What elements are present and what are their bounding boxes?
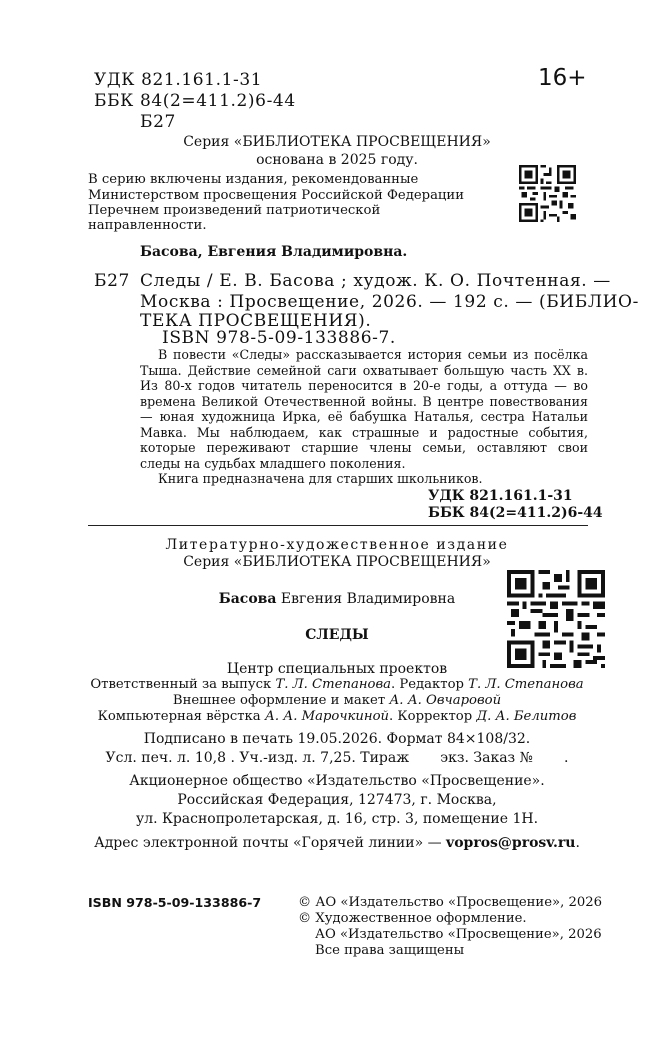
design-label: Внешнее оформление и макет — [172, 693, 390, 708]
biblio-line-2: Москва : Просвещение, 2026. — 192 с. — (БИБЛИО- — [140, 292, 639, 312]
divider — [88, 525, 588, 526]
responsible-label: Ответственный за выпуск — [90, 677, 276, 692]
biblio-author: Басова, Евгения Владимировна. — [140, 244, 408, 260]
layout-name: А. А. Марочкиной — [264, 709, 390, 724]
series-note-3: Перечнем произведений патриотической — [88, 203, 381, 218]
edition-type: Литературно-художественное издание — [165, 537, 509, 553]
email-address[interactable]: vopros@prosv.ru — [446, 835, 576, 851]
design-name: А. А. Овчаровой — [389, 693, 502, 708]
publisher-line-2: Российская Федерация, 127473, г. Москва, — [177, 792, 497, 808]
imprint-author — [219, 591, 455, 607]
age-rating: 16+ — [538, 65, 587, 91]
series-note-4: направленности. — [88, 218, 207, 233]
copyright-1: © АО «Издательство «Просвещение», 2026 — [298, 895, 603, 910]
annotation-text: В повести «Следы» рассказывается история семьи из посёлка Тыша. Действие семейной саги охватывает большую часть XX в. Из 80-х годов читатель переносится в 20-е годы, а оттуда — во времена Великой Отечественной войны. В центре повествования — юная художница Ирка, её бабушка Наталья, сестра Натальи Мавка. Мы наблюдаем, как страшные и радостные события, которые переживают старшие члены семьи, оставляют свои следы на судьбах младшего поколения. — [140, 347, 588, 471]
imprint-title: СЛЕДЫ — [305, 627, 369, 643]
imprint-signed: Подписано в печать 19.05.2026. Формат 84×108/32. — [143, 731, 531, 747]
publisher-line-1: Акционерное общество «Издательство «Просвещение». — [129, 773, 545, 789]
imprint-author-rest: Евгения Владимировна — [276, 591, 456, 607]
layout-label: Компьютерная вёрстка — [97, 709, 265, 724]
qr-code-icon — [519, 165, 576, 222]
biblio-isbn: ISBN 978-5-09-133886-7. — [162, 328, 396, 348]
qr-code-large-icon — [507, 570, 605, 668]
biblio-udk: УДК 821.161.1-31 — [428, 488, 573, 504]
copyright-2: © Художественное оформление. — [298, 911, 527, 926]
biblio-bbk: ББК 84(2=411.2)6-44 — [428, 505, 603, 521]
copyright-4: Все права защищены — [315, 943, 465, 958]
publisher-line-3: ул. Краснопролетарская, д. 16, стр. 3, помещение 1Н. — [135, 811, 539, 827]
biblio-line-1: Следы / Е. В. Басова ; худож. К. О. Почтенная. — — [140, 271, 611, 291]
biblio-code: Б27 — [94, 271, 130, 291]
editor-name: Т. Л. Степанова — [468, 677, 584, 692]
imprint-responsible — [90, 677, 583, 692]
biblio-line-3: ТЕКА ПРОСВЕЩЕНИЯ). — [140, 311, 372, 331]
series-note-1: В серию включены издания, рекомендованные — [88, 172, 419, 187]
imprint-design — [173, 693, 501, 708]
responsible-name: Т. Л. Степанова — [275, 677, 391, 692]
annotation-audience: Книга предназначена для старших школьников. — [158, 471, 483, 486]
series-title: Серия «БИБЛИОТЕКА ПРОСВЕЩЕНИЯ» — [183, 134, 491, 150]
author-code: Б27 — [140, 112, 176, 132]
udk-header: УДК 821.161.1-31 — [94, 70, 263, 90]
bbk-header: ББК 84(2=411.2)6-44 — [94, 91, 296, 111]
annotation — [140, 347, 588, 487]
imprint-sheets: Усл. печ. л. 10,8 . Уч.-изд. л. 7,25. Тираж экз. Заказ № . — [105, 750, 569, 766]
email-end: . — [575, 835, 580, 851]
hotline-email — [94, 835, 580, 851]
footer-isbn: ISBN 978-5-09-133886-7 — [88, 895, 262, 910]
editor-label: . Редактор — [390, 677, 469, 692]
corrector-label: . Корректор — [389, 709, 477, 724]
series-founded: основана в 2025 году. — [256, 152, 418, 168]
corrector-name: Д. А. Белитов — [476, 709, 577, 724]
email-label: Адрес электронной почты «Горячей линии» — — [94, 835, 447, 851]
imprint-author-last: Басова — [218, 591, 277, 607]
copyright-3: АО «Издательство «Просвещение», 2026 — [315, 927, 602, 942]
imprint-layout — [98, 709, 577, 724]
series-note-2: Министерством просвещения Российской Федерации — [88, 188, 464, 203]
imprint-center: Центр специальных проектов — [226, 661, 448, 677]
imprint-series: Серия «БИБЛИОТЕКА ПРОСВЕЩЕНИЯ» — [183, 554, 491, 570]
